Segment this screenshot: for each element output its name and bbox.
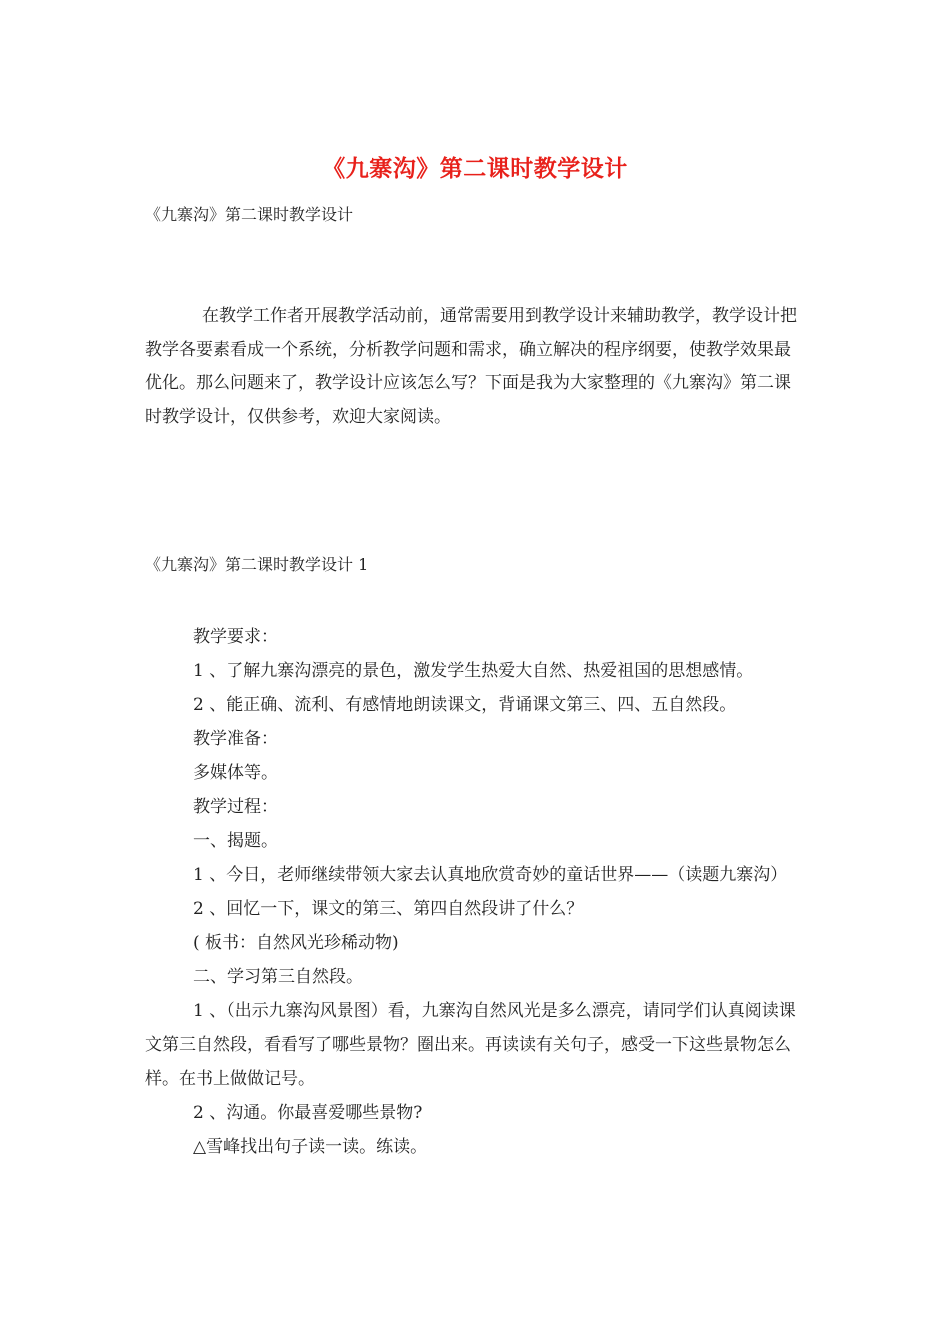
paragraph: 2 、能正确、流利、有感情地朗读课文，背诵课文第三、四、五自然段。 [193, 695, 737, 715]
paragraph: 2 、回忆一下，课文的第三、第四自然段讲了什么？ [193, 899, 584, 919]
paragraph: △雪峰找出句子读一读。练读。 [193, 1137, 428, 1157]
paragraph: ( 板书：自然风光珍稀动物) [193, 933, 399, 953]
paragraph: 1 、今日，老师继续带领大家去认真地欣赏奇妙的童话世界——（读题九寨沟） [193, 865, 788, 885]
intro-paragraph: 在教学工作者开展教学活动前，通常需要用到教学设计来辅助教学，教学设计把教学各要素看成一个系统，分析教学问题和需求，确立解决的程序纲要，使教学效果最优化。那么问题来了，教学设计应该怎么写？下面是我为大家整理的《九寨沟》第二课时教学设计，仅供参考，欢迎大家阅读。 [145, 306, 797, 427]
document-body [145, 620, 807, 1164]
paragraph: 多媒体等。 [193, 763, 278, 783]
paragraph: 1 、（出示九寨沟风景图）看，九寨沟自然风光是多么漂亮，请同学们认真阅读课文第三自然段，看看写了哪些景物？圈出来。再读读有关句子，感受一下这些景物怎么样。在书上做做记号。 [145, 1001, 796, 1089]
document-subtitle: 《九寨沟》第二课时教学设计 [145, 205, 354, 224]
paragraph: 教学过程： [193, 797, 278, 817]
paragraph: 1 、了解九寨沟漂亮的景色，激发学生热爱大自然、热爱祖国的思想感情。 [193, 661, 754, 681]
paragraph: 一、揭题。 [193, 831, 278, 851]
paragraph: 教学要求： [193, 627, 278, 647]
paragraph: 二、学习第三自然段。 [193, 967, 363, 987]
document-title: 《九寨沟》第二课时教学设计 [322, 155, 628, 182]
paragraph: 2 、沟通。你最喜爱哪些景物? [193, 1103, 423, 1123]
paragraph: 教学准备： [193, 729, 278, 749]
section-heading: 《九寨沟》第二课时教学设计 1 [145, 555, 369, 574]
